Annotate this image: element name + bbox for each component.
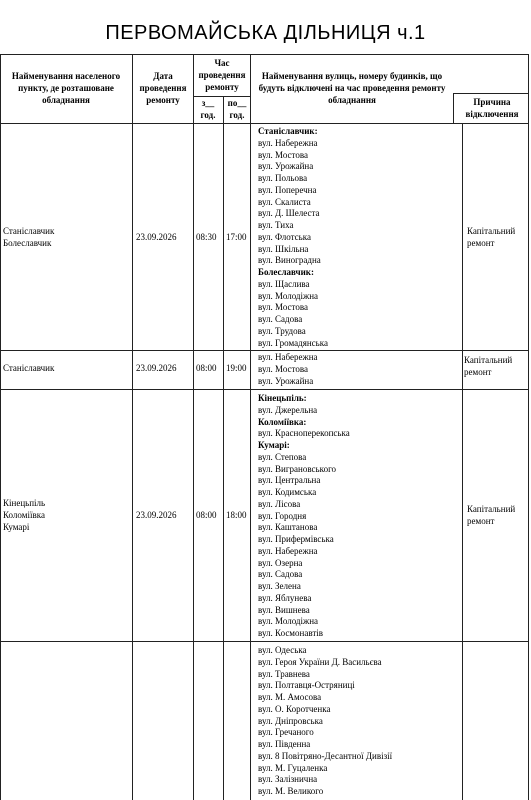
street-item: вул. Південна: [258, 739, 311, 749]
row3-street-list: [258, 393, 350, 640]
time-subheader-rule: [193, 96, 250, 97]
header-reason: Причина відключення: [465, 97, 519, 119]
street-item: вул. Кодимська: [258, 487, 317, 497]
row-divider-1: [0, 350, 529, 351]
street-item: вул. Польова: [258, 173, 308, 183]
street-item: вул. Виноградна: [258, 255, 321, 266]
street-item: вул. Щаслива: [258, 278, 310, 289]
street-item: вул. Прифермівська: [258, 534, 334, 544]
header-bottom-rule: [0, 123, 529, 124]
street-item: вул. Громадянська: [258, 337, 328, 348]
street-item: вул. М. Гуцаленка: [258, 762, 328, 773]
column-rule-to: [223, 96, 224, 800]
row-divider-2: [0, 389, 529, 390]
row2-reason: [464, 355, 512, 379]
street-item: вул. Трудова: [258, 325, 306, 336]
street-item: вул. Молодіжна: [258, 616, 319, 627]
page-title: ПЕРВОМАЙСЬКА ДІЛЬНИЦЯ ч.1: [105, 22, 426, 44]
row4-street-list: [258, 645, 392, 798]
street-item: вул. Виграновського: [258, 463, 337, 474]
row1-settlement: [3, 226, 54, 250]
row3-time-to: 18:00: [226, 510, 247, 520]
settlement-line: Болеславчик: [3, 237, 52, 248]
row1-date: 23.09.2026: [136, 232, 177, 242]
street-item: вул. Садова: [258, 314, 303, 324]
row2-time-to: 19:00: [226, 363, 247, 373]
header-time-to: по__ год.: [227, 98, 247, 120]
street-group-heading: Станіславчик:: [258, 126, 318, 136]
street-item: вул. Скалиста: [258, 196, 311, 207]
row3-date: 23.09.2026: [136, 510, 177, 520]
row1-street-list: [258, 126, 328, 349]
column-rule-time: [193, 54, 194, 800]
street-item: вул. Центральна: [258, 475, 321, 486]
street-item: вул. М. Великого: [258, 786, 324, 796]
row1-time-to: 17:00: [226, 232, 247, 242]
street-item: вул. Городня: [258, 510, 307, 521]
column-rule-streets: [250, 54, 251, 800]
header-time: Час проведення ремонту: [198, 58, 246, 92]
street-item: вул. Степова: [258, 451, 307, 462]
street-item: вул. 8 Повітряно-Десантної Дивізії: [258, 750, 393, 761]
column-rule-left: [0, 54, 1, 800]
reason-line: Капітальний: [464, 355, 513, 365]
reason-line: Капітальний: [467, 504, 516, 514]
reason-line: ремонт: [467, 515, 495, 526]
column-rule-date: [132, 54, 133, 800]
street-item: вул. Лісова: [258, 498, 301, 509]
street-item: вул. Поперечна: [258, 184, 317, 195]
street-item: вул. Мостова: [258, 302, 308, 313]
street-item: вул. Травнева: [258, 668, 310, 679]
street-item: вул. Мостова: [258, 149, 308, 160]
street-group-heading: Кумарі:: [258, 440, 290, 450]
street-item: вул. Шкільна: [258, 243, 309, 254]
street-item: вул. Зелена: [258, 581, 301, 591]
header-streets: Найменування вулиць, номеру будинків, що будуть відключені на час проведення ремонту обладнання: [258, 71, 446, 105]
street-item: вул. Молодіжна: [258, 290, 319, 301]
street-item: вул. Полтавця-Остряниці: [258, 680, 355, 691]
street-item: вул. Флотська: [258, 231, 311, 242]
street-item: вул. Садова: [258, 569, 303, 580]
column-rule-right: [528, 54, 529, 800]
street-item: вул. Тиха: [258, 220, 294, 230]
row2-date: 23.09.2026: [136, 363, 177, 373]
street-group-heading: Кінецьпіль:: [258, 393, 307, 403]
header-date: Дата проведення ремонту: [139, 71, 187, 105]
row-divider-3: [0, 641, 529, 642]
row2-street-list: [258, 352, 318, 387]
street-item: вул. Каштанова: [258, 522, 318, 533]
header-settlement: Найменування населеного пункту, де розташоване обладнання: [11, 71, 121, 105]
street-item: вул. О. Коротченка: [258, 703, 331, 714]
row3-reason: [467, 504, 515, 528]
street-item: вул. Яблунева: [258, 592, 312, 603]
street-item: вул. Космонавтів: [258, 628, 324, 638]
table-top-border: [0, 54, 529, 55]
row2-settlement: Станіславчик: [3, 363, 55, 373]
street-item: вул. Озерна: [258, 557, 303, 568]
reason-header-rule: [453, 93, 529, 94]
street-item: вул. Д. Шелеста: [258, 208, 320, 219]
street-item: вул. Одеська: [258, 645, 307, 655]
row1-time-from: 08:30: [196, 232, 217, 242]
street-item: вул. Гречаного: [258, 727, 314, 738]
street-item: вул. Набережна: [258, 137, 318, 148]
reason-line: ремонт: [464, 366, 492, 377]
settlement-line: Станіславчик: [3, 226, 55, 236]
column-rule-reason-header: [453, 93, 454, 123]
row3-time-from: 08:00: [196, 510, 217, 520]
street-item: вул. М. Амосова: [258, 692, 322, 702]
reason-line: Капітальний: [467, 226, 516, 236]
street-item: вул. Джерельна: [258, 404, 318, 415]
settlement-line: Кумарі: [3, 521, 30, 532]
header-time-from: з__ год.: [200, 98, 216, 120]
street-item: вул. Набережна: [258, 545, 318, 556]
street-item: вул. Набережна: [258, 352, 318, 362]
street-item: вул. Мостова: [258, 363, 308, 374]
street-item: вул. Урожайна: [258, 375, 314, 386]
row3-settlement: [3, 498, 45, 533]
column-rule-reason: [462, 123, 463, 800]
street-group-heading: Коломіївка:: [258, 416, 307, 427]
street-item: вул. Героя України Д. Васильєва: [258, 656, 382, 667]
row1-reason: [467, 226, 515, 250]
reason-line: ремонт: [467, 237, 495, 248]
street-item: вул. Урожайна: [258, 161, 314, 172]
street-group-heading: Болеславчик:: [258, 267, 314, 277]
street-item: вул. Красноперекопська: [258, 428, 350, 439]
row2-time-from: 08:00: [196, 363, 217, 373]
settlement-line: Кінецьпіль: [3, 498, 46, 508]
street-item: вул. Дніпровська: [258, 715, 323, 726]
street-item: вул. Вишнева: [258, 604, 310, 615]
settlement-line: Коломіївка: [3, 509, 45, 520]
street-item: вул. Залізнична: [258, 774, 318, 785]
